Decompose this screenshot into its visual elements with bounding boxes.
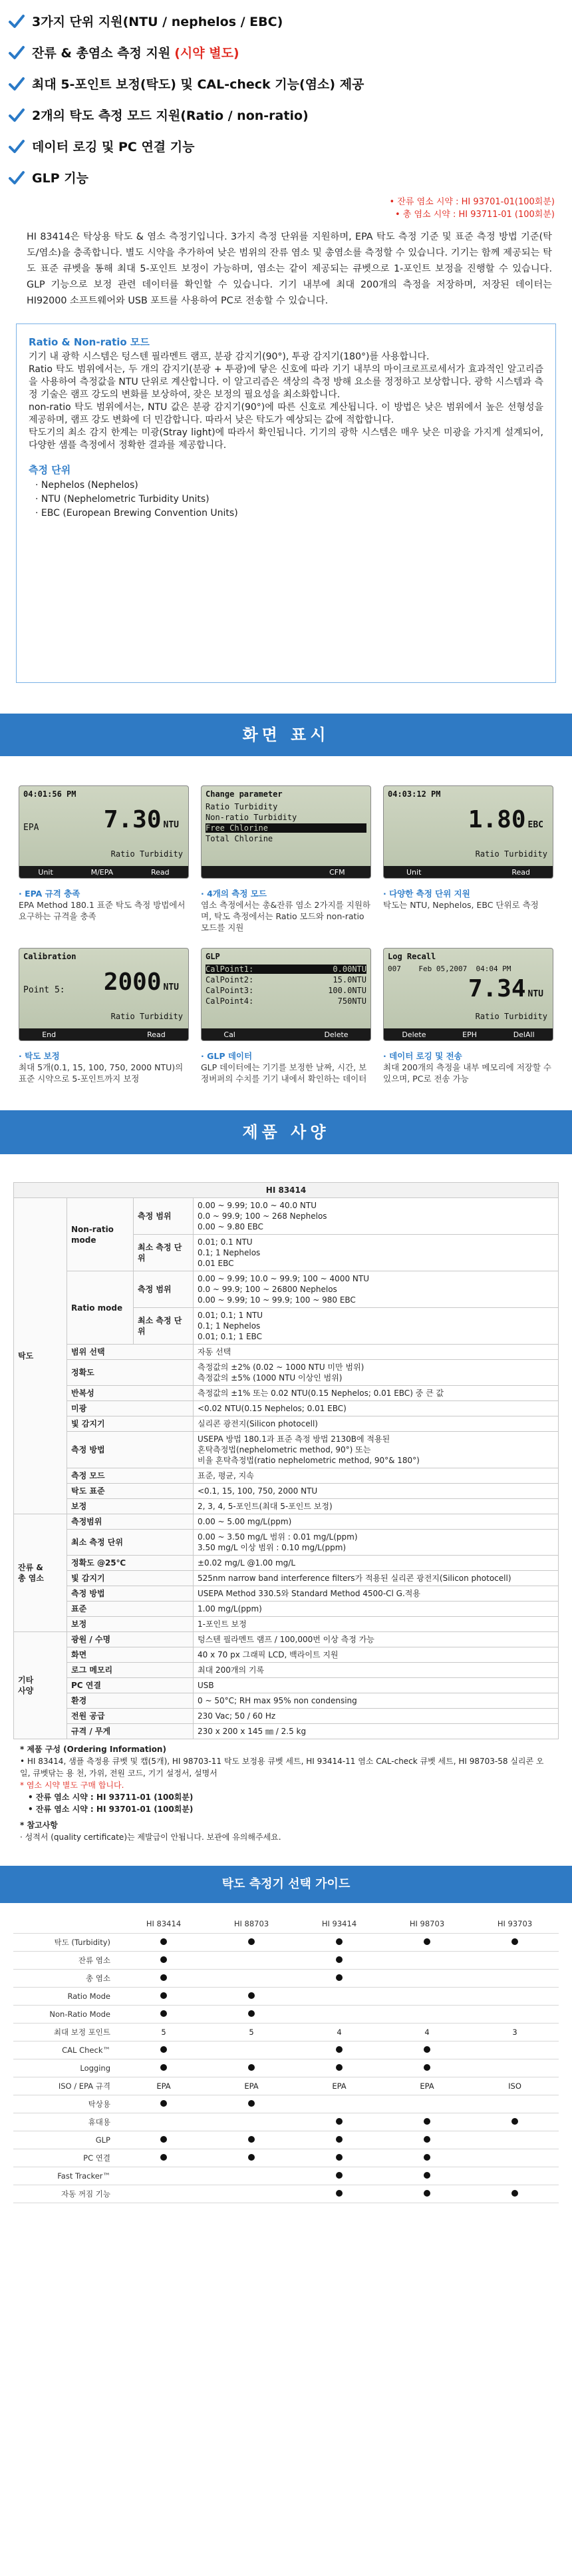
spec-row: 표준 1.00 mg/L(ppm) [14, 1602, 559, 1617]
guide-cell [208, 2113, 295, 2131]
guide-cell [208, 1987, 295, 2005]
softkey: End [42, 1030, 57, 1039]
caption-title: · GLP 데이터 [201, 1051, 253, 1061]
box-paragraph: 기기 내 광학 시스템은 텅스텐 필라멘트 램프, 분광 감지기(90°), 투광 감지기(180°)를 사용합니다. [29, 351, 430, 362]
guide-cell [208, 2149, 295, 2167]
guide-cell [471, 1987, 559, 2005]
guide-cell [120, 1951, 208, 1969]
dot-icon [248, 2100, 255, 2107]
screen-sub: Ratio Turbidity [475, 849, 547, 859]
guide-row [13, 2185, 559, 2203]
screen-top: Change parameter [206, 789, 283, 799]
guide-feature: 총 염소 [13, 1969, 120, 1987]
softkey: Delete [324, 1030, 349, 1039]
feature-item [0, 37, 572, 68]
guide-cell [471, 1933, 559, 1951]
caption-title: · 탁도 보정 [19, 1051, 60, 1061]
screen-top: 04:03:12 PM [388, 789, 441, 799]
guide-cell [120, 1969, 208, 1987]
dot-icon [160, 2010, 167, 2017]
feature-item [0, 68, 572, 99]
spec-row: 측정 모드 표준, 평균, 지속 [14, 1468, 559, 1484]
reagent-line: • 잔류 염소 시약 : HI 93711-01 (100회분) [28, 1793, 194, 1802]
dot-icon [160, 2100, 167, 2107]
guide-feature: 탁도 (Turbidity) [13, 1933, 120, 1951]
ordering-info [0, 1739, 572, 1843]
check-icon [8, 138, 25, 155]
guide-row [13, 2023, 559, 2041]
screen-card [201, 785, 371, 948]
dot-icon [160, 1974, 167, 1981]
guide-cell [471, 2185, 559, 2203]
guide-feature: 잔류 염소 [13, 1951, 120, 1969]
softkey-bar [384, 1028, 553, 1040]
dot-icon [248, 1992, 255, 1999]
screen-reading: 2000 NTU [103, 968, 179, 996]
guide-model: HI 93414 [295, 1915, 383, 1933]
softkey: CFM [329, 867, 345, 877]
guide-cell [120, 2005, 208, 2023]
spec-row: 측정 방법 USEPA Method 330.5와 Standard Method 4500-Cl G.적용 [14, 1586, 559, 1602]
spec-row: 잔류 & 총 염소 측정범위 0.00 ~ 5.00 mg/L(ppm) [14, 1514, 559, 1530]
screen-reading: 7.30 NTU [103, 806, 179, 833]
guide-header: 탁도 측정기 선택 가이드 [0, 1866, 572, 1903]
box-paragraph: Ratio 탁도 범위에서는, 두 개의 감지기(분광 + 투광)에 닿은 신호에 따라 기기 내부의 마이크로프로세서가 효과적인 알고리즘을 사용하여 측정값을 NTU 단위로 계산합니다. 이 알고리즘은 색상의 측정 방해 요소를 정정하고 보상합니다. 광학 시스템과 측정 기술은 램프 강도의 변화를 보상하여, 잦은 보정의 필요성을 최소화합니다. [29, 364, 543, 400]
lcd-display [383, 785, 553, 879]
feature-item [0, 130, 572, 162]
check-icon [8, 75, 25, 93]
check-icon [8, 44, 25, 61]
guide-model: HI 93703 [471, 1915, 559, 1933]
guide-cell [295, 2185, 383, 2203]
softkey: EPH [462, 1030, 478, 1039]
guide-cell [471, 1969, 559, 1987]
dot-icon [248, 2154, 255, 2161]
dot-icon [336, 2118, 343, 2125]
softkey: Delete [402, 1030, 426, 1039]
screen-sub: Ratio Turbidity [110, 849, 183, 859]
ref-title: * 참고사항 [20, 1821, 58, 1830]
reagent-note-line: • 잔류 염소 시약 : HI 93701-01(100회분) [389, 197, 555, 207]
guide-row [13, 1951, 559, 1969]
guide-cell [295, 2005, 383, 2023]
screen-caption: · GLP 데이터 GLP 데이터에는 기기를 보정한 날짜, 시간, 보정버퍼의 수치를 기기 내에서 확인하는 데이터 [201, 1051, 367, 1084]
screen-caption: · 데이터 로깅 및 전송 최대 200개의 측정을 내부 메모리에 저장할 수 있으며, PC로 전송 가능 [383, 1051, 551, 1084]
guide-cell [295, 2167, 383, 2185]
feature-item [0, 99, 572, 130]
dot-icon [336, 1974, 343, 1981]
feature-label: 최대 5-포인트 보정(탁도) 및 CAL-check 기능(염소) 제공 [32, 77, 364, 92]
check-icon [8, 107, 25, 124]
guide-cell: 4 [383, 2023, 471, 2041]
guide-cell [471, 2005, 559, 2023]
units-title: 측정 단위 [29, 464, 71, 476]
guide-cell [383, 2149, 471, 2167]
dot-icon [424, 2064, 430, 2071]
screen-card [19, 948, 189, 1110]
guide-cell [383, 2113, 471, 2131]
guide-cell [383, 2005, 471, 2023]
guide-cell [471, 2113, 559, 2131]
dot-icon [248, 2010, 255, 2017]
glp-row: CalPoint2: 15.0NTU [206, 975, 366, 984]
spec-header: 제품 사양 [0, 1110, 572, 1154]
guide-row [13, 2149, 559, 2167]
caption-title: · 다양한 측정 단위 지원 [383, 889, 470, 899]
spec-row: 반복성 측정값의 ±1% 또는 0.02 NTU(0.15 Nephelos; 0.01 EBC) 중 큰 값 [14, 1386, 559, 1401]
guide-cell [471, 2131, 559, 2149]
check-icon [8, 169, 25, 186]
spec-row: 측정 방법 USEPA 방법 180.1과 표준 측정 방법 2130B에 적용된 혼탁측정법(nephelometric method, 90°) 또는 비율 혼탁측정법(ratio nephelometric method, 90°& 180°) [14, 1432, 559, 1468]
screen-reading: 1.80 EBC [468, 806, 543, 833]
guide-feature: 자동 꺼짐 기능 [13, 2185, 120, 2203]
softkey: Read [150, 867, 170, 877]
guide-cell [383, 2059, 471, 2077]
lcd-display [201, 948, 371, 1041]
dot-icon [511, 1938, 518, 1945]
guide-feature: Ratio Mode [13, 1987, 120, 2005]
dot-icon [336, 2154, 343, 2161]
guide-row [13, 2059, 559, 2077]
softkey: Cal [223, 1030, 235, 1039]
spec-row: 보정 1-포인트 보정 [14, 1617, 559, 1632]
dot-icon [511, 2118, 518, 2125]
unit-item: · EBC (European Brewing Convention Units) [35, 508, 238, 519]
guide-feature: Fast Tracker™ [13, 2167, 120, 2185]
guide-cell [295, 2095, 383, 2113]
screen-sub: Ratio Turbidity [110, 1012, 183, 1021]
screen-card [201, 948, 371, 1110]
feature-label: GLP 기능 [32, 171, 88, 186]
guide-cell [471, 2095, 559, 2113]
guide-cell [208, 2005, 295, 2023]
guide-cell: ISO [471, 2077, 559, 2095]
spec-row: 최소 측정 단위 0.01; 0.1; 1 NTU 0.1; 1 Nephelos 0.01; 0.1; 1 EBC [14, 1308, 559, 1345]
screen-caption: · 다양한 측정 단위 지원 탁도는 NTU, Nephelos, EBC 단위로 측정 [383, 889, 539, 910]
guide-cell [120, 2131, 208, 2149]
guide-cell [295, 2059, 383, 2077]
ordering-text: • HI 83414, 샘플 측정용 큐벳 및 캡(5개), HI 98703-11 탁도 보정용 큐벳 세트, HI 93414-11 염소 CAL-check 큐벳 세트, HI 98703-58 실리콘 오일, 큐벳닦는 용 천, 가위, 전원 코드, 기기 설정서, 설명서 [20, 1757, 544, 1778]
guide-cell [471, 1951, 559, 1969]
dot-icon [160, 2154, 167, 2161]
unit-item: · NTU (Nephelometric Turbidity Units) [35, 494, 210, 505]
softkey-bar [202, 866, 370, 878]
guide-cell [295, 1987, 383, 2005]
guide-row [13, 1987, 559, 2005]
dot-icon [511, 2190, 518, 2197]
guide-cell [295, 2131, 383, 2149]
screen-side: Point 5: [23, 985, 65, 995]
screen-sub: Ratio Turbidity [475, 1012, 547, 1021]
guide-cell [120, 2041, 208, 2059]
guide-cell [120, 2167, 208, 2185]
dot-icon [424, 2046, 430, 2053]
dot-icon [248, 2136, 255, 2143]
screen-side: EPA [23, 823, 39, 833]
guide-cell [120, 1933, 208, 1951]
dot-icon [160, 2046, 167, 2053]
guide-row [13, 2041, 559, 2059]
screen-card [19, 785, 189, 948]
screen-reading: 7.34 NTU [468, 975, 543, 1002]
screen-caption: · 4개의 측정 모드 염소 측정에서는 총&잔류 염소 2가지를 지원하며, 탁도 측정에서는 Ratio 모드와 non-ratio 모드를 지원 [201, 889, 370, 933]
softkey-bar [384, 866, 553, 878]
check-icon [8, 13, 25, 30]
spec-row: 기타 사양 광원 / 수명 텅스텐 필라멘트 램프 / 100,000번 이상 측정 가능 [14, 1632, 559, 1647]
dot-icon [336, 1956, 343, 1963]
screen-caption: · EPA 규격 충족 EPA Method 180.1 표준 탁도 측정 방법에서 요구하는 규격을 충족 [19, 889, 186, 921]
spec-row: 로그 메모리 최대 200개의 기록 [14, 1663, 559, 1678]
screen-list-item: Ratio Turbidity [206, 802, 278, 811]
intro-text: HI 83414은 탁상용 탁도 & 염소 측정기입니다. 3가지 측정 단위를 지원하며, EPA 탁도 측정 기준 및 표준 측정 방법 기준(탁도/염소)을 충족합니다. 별도 시약을 추가하여 낮은 범위의 잔류 염소 및 총염소를 측정할 수 있습니다. 기기는 함께 제공되는 탁도 표준 큐벳을 통해 최대 5-포인트 보정이 가능하며, 염소는 같이 제공되는 큐벳으로 1-포인트 보정을 진행할 수 있습니다. GLP 기능으로 보정 관련 데이터를 확인할 수 있습니다. 기기 내부에 최대 200개의 측정을 저장하며, 저장된 데이터는 HI92000 소프트웨어와 USB 포트를 사용하여 PC로 전송할 수 있습니다. [27, 232, 552, 306]
screen-top: Log Recall [388, 952, 436, 961]
guide-cell [208, 1951, 295, 1969]
spec-row: 정확도 측정값의 ±2% (0.02 ~ 1000 NTU 미만 범위) 측정값의 ±5% (1000 NTU 이상인 범위) [14, 1360, 559, 1386]
guide-cell [471, 2167, 559, 2185]
spec-row: 최소 측정 단위 0.00 ~ 3.50 mg/L 범위 : 0.01 mg/L(ppm) 3.50 mg/L 이상 범위 : 0.10 mg/L(ppm) [14, 1530, 559, 1556]
spec-row: 범위 선택 자동 선택 [14, 1345, 559, 1360]
box-paragraph: 탁도기의 최소 감지 한계는 미광(Stray light)에 따라서 확인됩니다. 기기의 광학 시스템은 매우 낮은 미광을 가지게 설계되어, 다양한 샘플 측정에서 정확한 결과를 제공합니다. [29, 427, 543, 451]
guide-cell [295, 2113, 383, 2131]
guide-cell [295, 1933, 383, 1951]
glp-row: CalPoint1: 0.00NTU [206, 965, 366, 974]
dot-icon [424, 1938, 430, 1945]
guide-cell [295, 2149, 383, 2167]
guide-cell: EPA [120, 2077, 208, 2095]
guide-cell [295, 2041, 383, 2059]
dot-icon [160, 1938, 167, 1945]
dot-icon [424, 2136, 430, 2143]
softkey-bar [202, 1028, 370, 1040]
dot-icon [424, 2190, 430, 2197]
guide-feature: Logging [13, 2059, 120, 2077]
feature-item [0, 162, 572, 193]
box-paragraph: non-ratio 탁도 범위에서는, NTU 값은 분광 감지기(90°)에 따른 신호로 계산됩니다. 이 방법은 낮은 범위에서 높은 선형성을 제공하며, 램프 강도 변화에 더 민감합니다. 따라서 낮은 탁도가 예상되는 값에 적합합니다. [29, 402, 543, 425]
lcd-display [19, 785, 189, 879]
units-list [35, 479, 543, 521]
guide-feature: 탁상용 [13, 2095, 120, 2113]
guide-cell [208, 2185, 295, 2203]
lcd-display [19, 948, 189, 1041]
dot-icon [160, 2136, 167, 2143]
guide-model: HI 83414 [120, 1915, 208, 1933]
log-line: 007 Feb 05,2007 04:04 PM [388, 965, 511, 973]
reagent-note-line: • 총 염소 시약 : HI 93711-01 (100회분) [394, 210, 555, 220]
dot-icon [424, 2154, 430, 2161]
spec-row: 규격 / 무게 230 x 200 x 145 ㎜ / 2.5 kg [14, 1724, 559, 1739]
guide-cell: EPA [383, 2077, 471, 2095]
spec-row: 최소 측정 단위 0.01; 0.1 NTU 0.1; 1 Nephelos 0.01 EBC [14, 1235, 559, 1271]
softkey: Unit [38, 867, 53, 877]
screen-top: Calibration [23, 952, 76, 961]
spec-row: 빛 감지기 525nm narrow band interference filters가 적용된 실리콘 광전지(Silicon photocell) [14, 1571, 559, 1586]
guide-cell [120, 2149, 208, 2167]
caption-title: · 데이터 로깅 및 전송 [383, 1051, 462, 1061]
screen-top: GLP [206, 952, 220, 961]
feature-label: 3가지 단위 지원(NTU / nephelos / EBC) [32, 15, 283, 29]
softkey-bar [19, 866, 188, 878]
guide-cell [208, 2059, 295, 2077]
screen-card [383, 785, 553, 948]
spec-row: 보정 2, 3, 4, 5-포인트(최대 5-포인트 보정) [14, 1499, 559, 1514]
feature-list [0, 0, 572, 193]
guide-cell [295, 1951, 383, 1969]
guide-cell [383, 1969, 471, 1987]
dot-icon [248, 1938, 255, 1945]
spec-table [13, 1182, 559, 1739]
softkey: Read [147, 1030, 166, 1039]
guide-cell [208, 2095, 295, 2113]
screens-grid [0, 785, 572, 1110]
guide-cell: EPA [208, 2077, 295, 2095]
spec-row: Ratio mode 측정 범위 0.00 ~ 9.99; 10.0 ~ 99.9; 100 ~ 4000 NTU 0.0 ~ 99.9; 100 ~ 26800 Nephelos 0.00 ~ 9.99; 10 ~ 99.9; 100 ~ 980 EBC [14, 1271, 559, 1308]
guide-row [13, 2005, 559, 2023]
guide-model: HI 98703 [383, 1915, 471, 1933]
guide-cell [295, 1969, 383, 1987]
ratio-info-box [16, 323, 556, 683]
spec-row: PC 연결 USB [14, 1678, 559, 1693]
guide-cell [383, 1933, 471, 1951]
guide-cell [208, 1969, 295, 1987]
feature-label: 잔류 & 총염소 측정 지원 [32, 46, 171, 61]
softkey: Unit [406, 867, 422, 877]
spec-row: 탁도 Non-ratio mode 측정 범위 0.00 ~ 9.99; 10.0 ~ 40.0 NTU 0.0 ~ 99.9; 100 ~ 268 Nephelos 0.00 ~ 9.80 EBC [14, 1198, 559, 1235]
spec-row: 탁도 표준 <0.1, 15, 100, 750, 2000 NTU [14, 1484, 559, 1499]
spec-row: 정확도 @25℃ ±0.02 mg/L @1.00 mg/L [14, 1556, 559, 1571]
box-title: Ratio & Non-ratio 모드 [29, 336, 150, 348]
spec-model: HI 83414 [14, 1183, 559, 1198]
guide-cell [383, 2167, 471, 2185]
guide-cell: 4 [295, 2023, 383, 2041]
guide-feature: 최대 보정 포인트 [13, 2023, 120, 2041]
feature-item [0, 5, 572, 37]
guide-cell: 3 [471, 2023, 559, 2041]
guide-feature: ISO / EPA 규격 [13, 2077, 120, 2095]
ordering-title: * 제품 구성 (Ordering Information) [20, 1745, 166, 1754]
softkey: M/EPA [90, 867, 114, 877]
lcd-display [383, 948, 553, 1041]
softkey: DelAll [513, 1030, 535, 1039]
guide-cell [208, 2041, 295, 2059]
unit-item: · Nephelos (Nephelos) [35, 480, 138, 491]
guide-cell [120, 1987, 208, 2005]
spec-row: 빛 감지기 실리콘 광전지(Silicon photocell) [14, 1416, 559, 1432]
screen-list-item: Non-ratio Turbidity [206, 813, 297, 822]
guide-table [13, 1915, 559, 2203]
guide-cell [471, 2149, 559, 2167]
guide-cell: 5 [120, 2023, 208, 2041]
guide-cell [208, 2131, 295, 2149]
reagent-line: • 잔류 염소 시약 : HI 93701-01 (100회분) [28, 1805, 194, 1814]
screen-list-item: Total Chlorine [206, 834, 273, 843]
dot-icon [160, 1956, 167, 1963]
guide-row [13, 2113, 559, 2131]
dot-icon [336, 1938, 343, 1945]
guide-feature: PC 연결 [13, 2149, 120, 2167]
guide-cell: 5 [208, 2023, 295, 2041]
guide-feature: Non-Ratio Mode [13, 2005, 120, 2023]
guide-cell [120, 2185, 208, 2203]
feature-extra: (시약 별도) [174, 46, 239, 61]
guide-row [13, 1933, 559, 1951]
guide-cell [383, 2185, 471, 2203]
screen-caption: · 탁도 보정 최대 5개(0.1, 15, 100, 750, 2000 NTU)의 표준 시약으로 5-포인트까지 보정 [19, 1051, 184, 1084]
dot-icon [336, 2190, 343, 2197]
guide-cell [383, 2041, 471, 2059]
guide-cell [208, 1933, 295, 1951]
softkey: Read [511, 867, 530, 877]
softkey-bar [19, 1028, 188, 1040]
screen-top: 04:01:56 PM [23, 789, 76, 799]
guide-row [13, 2131, 559, 2149]
guide-model: HI 88703 [208, 1915, 295, 1933]
guide-row [13, 2167, 559, 2185]
guide-row [13, 2077, 559, 2095]
dot-icon [160, 1992, 167, 1999]
screen-list-item: Free Chlorine [206, 823, 366, 833]
guide-cell [208, 2167, 295, 2185]
guide-cell [471, 2059, 559, 2077]
screen-card [383, 948, 553, 1110]
dot-icon [424, 2172, 430, 2179]
caption-title: · 4개의 측정 모드 [201, 889, 267, 899]
dot-icon [160, 2064, 167, 2071]
guide-row [13, 1969, 559, 1987]
feature-label: 데이터 로깅 및 PC 연결 기능 [32, 140, 195, 154]
dot-icon [248, 2064, 255, 2071]
spec-row: 전원 공급 230 Vac; 50 / 60 Hz [14, 1709, 559, 1724]
spec-row: 미광 <0.02 NTU(0.15 Nephelos; 0.01 EBC) [14, 1401, 559, 1416]
caption-title: · EPA 규격 충족 [19, 889, 80, 899]
dot-icon [336, 2046, 343, 2053]
glp-row: CalPoint3: 100.0NTU [206, 986, 366, 995]
ref-text: · 성적서 (quality certificate)는 제발급이 안됩니다. 보관에 유의해주세요. [20, 1832, 281, 1842]
dot-icon [336, 2064, 343, 2071]
glp-row: CalPoint4: 750NTU [206, 996, 366, 1006]
lcd-display [201, 785, 371, 879]
spec-row: 화면 40 x 70 px 그래픽 LCD, 백라이트 지원 [14, 1647, 559, 1663]
spec-row: 환경 0 ~ 50°C; RH max 95% non condensing [14, 1693, 559, 1709]
guide-cell: EPA [295, 2077, 383, 2095]
dot-icon [336, 2172, 343, 2179]
reagent-title: * 염소 시약 별도 구매 합니다. [20, 1781, 124, 1790]
guide-feature: CAL Check™ [13, 2041, 120, 2059]
dot-icon [424, 2118, 430, 2125]
guide-cell [120, 2095, 208, 2113]
display-header: 화면 표시 [0, 714, 572, 756]
dot-icon [336, 2136, 343, 2143]
feature-label: 2개의 탁도 측정 모드 지원(Ratio / non-ratio) [32, 108, 309, 123]
guide-feature: GLP [13, 2131, 120, 2149]
guide-cell [383, 2131, 471, 2149]
guide-cell [383, 2095, 471, 2113]
guide-cell [120, 2059, 208, 2077]
guide-row [13, 2095, 559, 2113]
guide-cell [383, 1951, 471, 1969]
reagent-note [0, 196, 572, 221]
guide-feature: 휴대용 [13, 2113, 120, 2131]
guide-cell [471, 2041, 559, 2059]
guide-cell [120, 2113, 208, 2131]
guide-cell [383, 1987, 471, 2005]
